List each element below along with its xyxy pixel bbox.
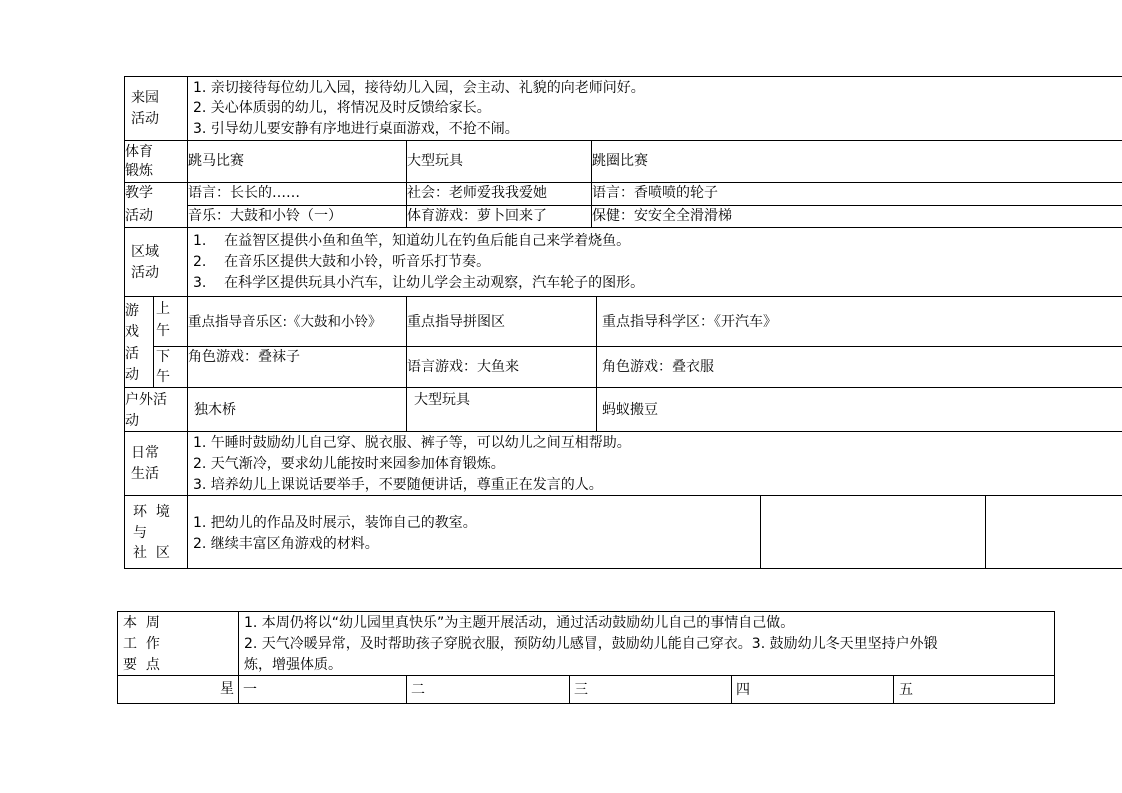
weekday-label: 星: [220, 681, 234, 697]
environment-item: 1. 把幼儿的作品及时展示，装饰自己的教室。: [193, 515, 477, 531]
daily-label: 日常: [131, 445, 159, 461]
arrival-item: 1. 亲切接待每位幼儿入园，接待幼儿入园，会主动、礼貌的向老师问好。: [193, 80, 645, 96]
area-label: 区域: [131, 244, 159, 260]
area-item: 1. 在益智区提供小鱼和鱼竿，知道幼儿在钓鱼后能自己来学着烧鱼。: [193, 233, 631, 249]
game-label: 动: [125, 367, 139, 383]
teaching-cell: 语言：长长的……: [188, 185, 300, 201]
environment-label: 社 区: [133, 545, 170, 561]
arrival-label: 来园: [131, 90, 159, 106]
teaching-label: 活动: [125, 208, 153, 224]
game-label: 活: [125, 346, 139, 362]
grid-line: [124, 568, 1122, 569]
focus-label: 工 作: [123, 636, 160, 652]
game-cell: 角色游戏：叠衣服: [602, 359, 714, 375]
teaching-cell: 社会：老师爱我我爱她: [407, 185, 547, 201]
grid-line: [124, 140, 1122, 141]
grid-line: [153, 296, 154, 388]
grid-line: [117, 675, 1055, 676]
arrival-item: 2. 关心体质弱的幼儿，将情况及时反馈给家长。: [193, 100, 491, 116]
outdoor-cell: 蚂蚁搬豆: [602, 402, 658, 418]
teaching-cell: 音乐：大鼓和小铃（一）: [188, 208, 342, 224]
sports-label: 体育: [125, 144, 153, 160]
grid-line: [124, 387, 1122, 388]
outdoor-label: 动: [125, 413, 139, 429]
grid-line: [238, 611, 239, 704]
area-item: 3. 在科学区提供玩具小汽车，让幼儿学会主动观察，汽车轮子的图形。: [193, 275, 645, 291]
sports-cell: 跳圈比赛: [592, 153, 648, 169]
focus-text: 2. 天气冷暖异常，及时帮助孩子穿脱衣服，预防幼儿感冒，鼓励幼儿能自己穿衣。3. 鼓励幼儿冬天里坚持户外锻: [244, 636, 938, 652]
grid-line: [124, 182, 1122, 183]
game-cell: 重点指导科学区：《开汽车》: [602, 314, 777, 330]
sports-cell: 跳马比赛: [188, 153, 244, 169]
weekday-cell: 一: [243, 682, 257, 698]
grid-line: [117, 611, 118, 704]
weekday-cell: 五: [899, 682, 913, 698]
grid-line: [124, 227, 1122, 228]
weekday-cell: 三: [574, 682, 588, 698]
weekday-cell: 四: [736, 682, 750, 698]
afternoon-label: 午: [156, 369, 170, 385]
focus-text: 炼，增强体质。: [244, 657, 342, 673]
focus-label: 本 周: [123, 615, 160, 631]
grid-line: [731, 675, 732, 704]
grid-line: [124, 76, 1122, 77]
grid-line: [117, 703, 1055, 704]
game-label: 戏: [125, 324, 139, 340]
grid-line: [1054, 611, 1055, 704]
grid-line: [153, 346, 1122, 347]
focus-label: 要 点: [123, 657, 160, 673]
game-cell: 重点指导音乐区:《大鼓和小铃》: [188, 314, 382, 330]
environment-label: 环 境: [133, 504, 170, 520]
area-item: 2. 在音乐区提供大鼓和小铃，听音乐打节奏。: [193, 254, 491, 270]
sports-label: 锻炼: [125, 163, 153, 179]
grid-line: [124, 296, 1122, 297]
grid-line: [893, 675, 894, 704]
grid-line: [760, 495, 761, 569]
grid-line: [569, 675, 570, 704]
daily-item: 3. 培养幼儿上课说话要举手，不要随便讲话，尊重正在发言的人。: [193, 477, 603, 493]
outdoor-cell: 大型玩具: [414, 392, 470, 408]
sports-cell: 大型玩具: [407, 153, 463, 169]
daily-item: 2. 天气渐冷，要求幼儿能按时来园参加体育锻炼。: [193, 456, 505, 472]
afternoon-label: 下: [156, 349, 170, 365]
grid-line: [985, 495, 986, 569]
morning-label: 上: [156, 301, 170, 317]
game-cell: 角色游戏：叠袜子: [188, 349, 300, 365]
outdoor-label: 户外活: [125, 392, 167, 408]
area-label: 活动: [131, 265, 159, 281]
teaching-cell: 体育游戏：萝卜回来了: [407, 208, 547, 224]
daily-item: 1. 午睡时鼓励幼儿自己穿、脱衣服、裤子等，可以幼儿之间互相帮助。: [193, 435, 631, 451]
game-cell: 重点指导拼图区: [407, 314, 505, 330]
arrival-label: 活动: [131, 111, 159, 127]
game-label: 游: [125, 303, 139, 319]
game-cell: 语言游戏：大鱼来: [407, 359, 519, 375]
daily-label: 生活: [131, 466, 159, 482]
grid-line: [596, 296, 597, 432]
grid-line: [124, 431, 1122, 432]
outdoor-cell: 独木桥: [194, 402, 236, 418]
teaching-label: 教学: [125, 185, 153, 201]
environment-label: 与: [133, 525, 147, 541]
environment-item: 2. 继续丰富区角游戏的材料。: [193, 536, 379, 552]
grid-line: [187, 205, 1122, 206]
grid-line: [124, 495, 1122, 496]
grid-line: [117, 611, 1055, 612]
focus-text: 1. 本周仍将以“幼儿园里真快乐”为主题开展活动，通过活动鼓励幼儿自己的事情自己做。: [244, 615, 795, 631]
grid-line: [406, 675, 407, 704]
teaching-cell: 保健：安安全全滑滑梯: [592, 208, 732, 224]
morning-label: 午: [156, 323, 170, 339]
arrival-item: 3. 引导幼儿要安静有序地进行桌面游戏，不抢不闹。: [193, 121, 519, 137]
teaching-cell: 语言：香喷喷的轮子: [592, 185, 718, 201]
weekday-cell: 二: [411, 682, 425, 698]
